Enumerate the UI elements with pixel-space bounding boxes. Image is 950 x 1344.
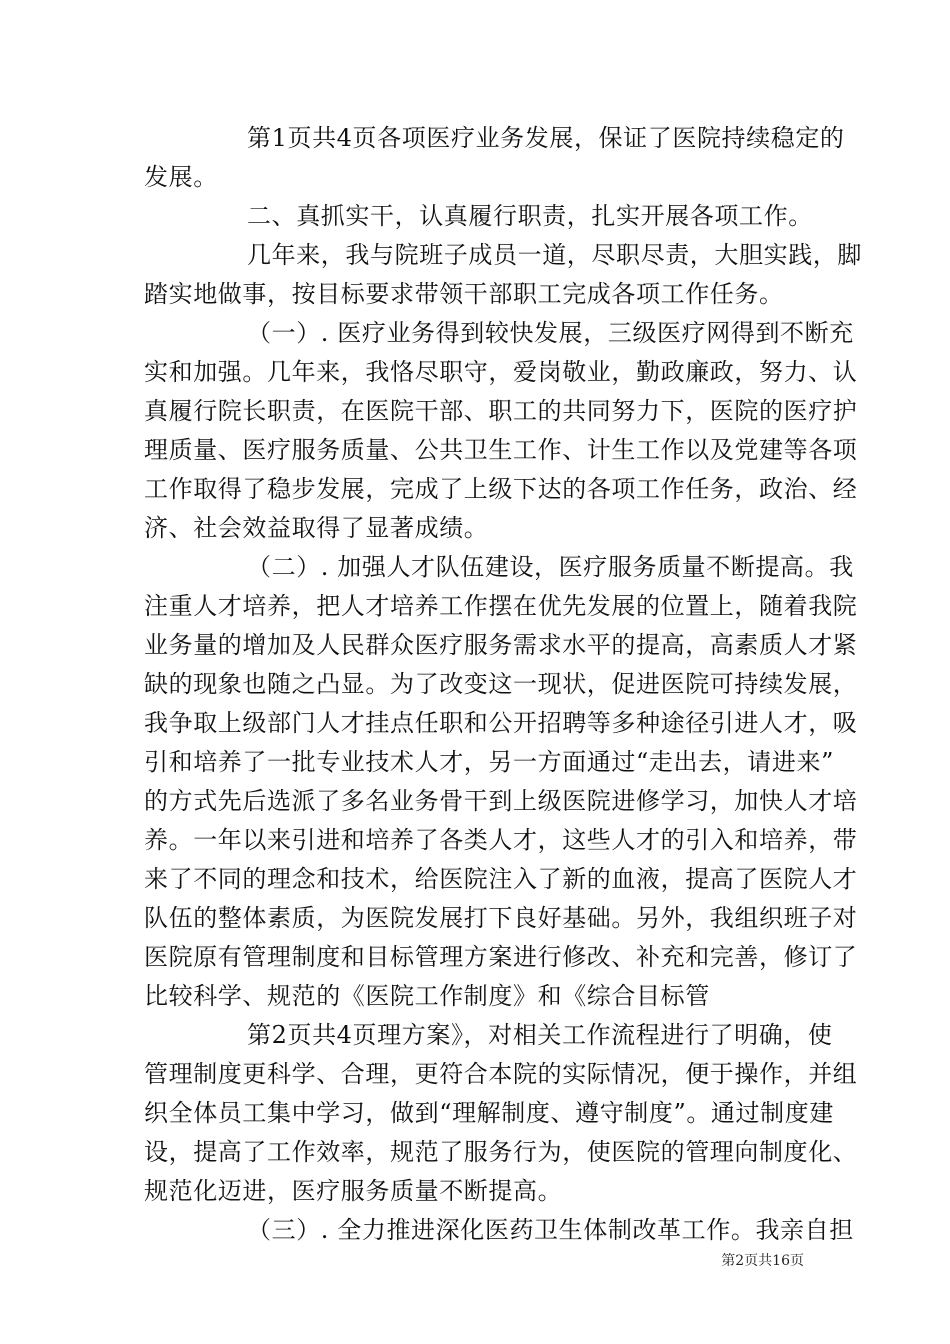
text-line: 缺的现象也随之凸显。为了改变这一现状，促进医院可持续发展， [144,670,858,698]
text-line: 设，提高了工作效率，规范了服务行为，使医院的管理向制度化、 [144,1138,858,1166]
text-line: 工作取得了稳步发展，完成了上级下达的各项工作任务，政治、经 [144,475,858,503]
text-line: 理质量、医疗服务质量、公共卫生工作、计生工作以及党建等各项 [144,436,858,464]
text-line: 二、真抓实干，认真履行职责，扎实开展各项工作。 [247,202,813,230]
text-line: 发展。 [144,163,218,191]
text-line: 管理制度更科学、合理，更符合本院的实际情况，便于操作，并组 [144,1060,858,1088]
text-line: 织全体员工集中学习，做到“理解制度、遵守制度”。通过制度建 [144,1099,834,1127]
text-line: 医院原有管理制度和目标管理方案进行修改、补充和完善，修订了 [144,943,858,971]
text-line: 注重人才培养，把人才培养工作摆在优先发展的位置上，随着我院 [144,592,858,620]
text-line: （三）. 全力推进深化医药卫生体制改革工作。我亲自担 [247,1216,854,1244]
text-line: 真履行院长职责，在医院干部、职工的共同努力下，医院的医疗护 [144,397,858,425]
text-line: 业务量的增加及人民群众医疗服务需求水平的提高，高素质人才紧 [144,631,858,659]
text-line: 规范化迈进，医疗服务质量不断提高。 [144,1177,563,1205]
text-line: 比较科学、规范的《医院工作制度》和《综合目标管 [144,982,710,1010]
text-line: 引和培养了一批专业技术人才，另一方面通过“走出去，请进来” [144,748,834,776]
text-line: 养。一年以来引进和培养了各类人才，这些人才的引入和培养，带 [144,826,858,854]
text-line: 来了不同的理念和技术，给医院注入了新的血液，提高了医院人才 [144,865,858,893]
text-line: 几年来，我与院班子成员一道，尽职尽责，大胆实践，脚 [247,241,862,269]
text-line: 第2页共4页理方案》，对相关工作流程进行了明确，使 [247,1021,833,1049]
text-line: （一）. 医疗业务得到较快发展，三级医疗网得到不断充 [247,319,854,347]
text-line: （二）. 加强人才队伍建设，医疗服务质量不断提高。我 [247,553,854,581]
text-line: 我争取上级部门人才挂点任职和公开招聘等多种途径引进人才，吸 [144,709,858,737]
text-line: 踏实地做事，按目标要求带领干部职工完成各项工作任务。 [144,280,784,308]
page-number-footer: 第2页共16页 [721,1253,804,1269]
text-line: 第1页共4页各项医疗业务发展，保证了医院持续稳定的 [247,124,845,152]
text-line: 济、社会效益取得了显著成绩。 [144,514,489,542]
text-line: 队伍的整体素质，为医院发展打下良好基础。另外，我组织班子对 [144,904,858,932]
text-line: 实和加强。几年来，我恪尽职守，爱岗敬业，勤政廉政，努力、认 [144,358,858,386]
text-line: 的方式先后选派了多名业务骨干到上级医院进修学习，加快人才培 [144,787,858,815]
